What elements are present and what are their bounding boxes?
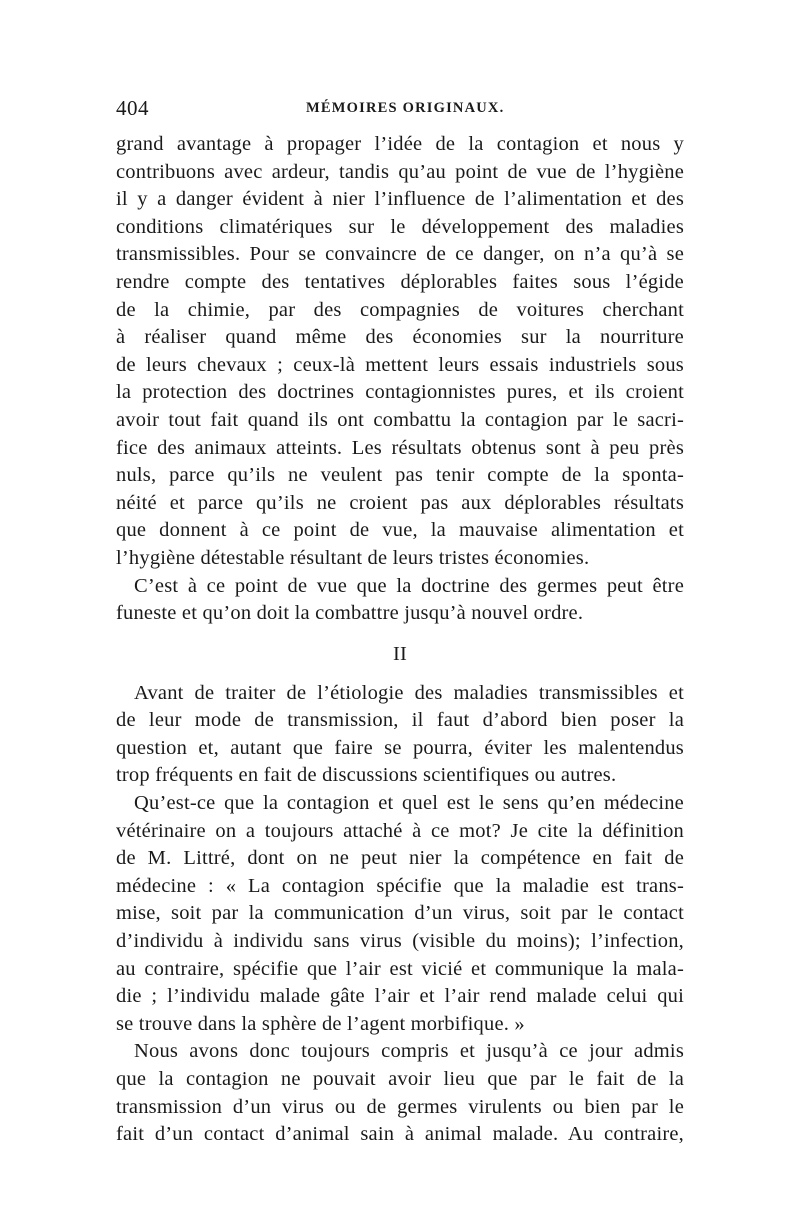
- text-line: au contraire, spécifie que l’air est vicié et communique la mala-: [116, 957, 684, 980]
- running-head: MÉMOIRES ORIGINAUX.: [306, 100, 505, 116]
- text-line: à réaliser quand même des économies sur la nourriture: [116, 326, 684, 349]
- paragraph: [116, 790, 684, 1038]
- text-line: transmission d’un virus ou de germes virulents ou bien par le: [116, 1095, 684, 1118]
- text-line: de leurs chevaux ; ceux-là mettent leurs essais industriels sous: [116, 353, 684, 376]
- paragraph: [116, 680, 684, 790]
- page-header: [116, 96, 684, 126]
- text-line: néité et parce qu’ils ne croient pas aux déplorables résultats: [116, 491, 684, 514]
- text-line: transmissibles. Pour se convaincre de ce danger, on n’a qu’à se: [116, 243, 684, 266]
- text-line: l’hygiène détestable résultant de leurs tristes économies.: [116, 546, 590, 569]
- text-line: il y a danger évident à nier l’influence de l’alimentation et des: [116, 188, 684, 211]
- text-line: contribuons avec ardeur, tandis qu’au point de vue de l’hygiène: [116, 160, 684, 183]
- text-line: rendre compte des tentatives déplorables faites sous l’égide: [116, 270, 684, 293]
- text-line: avoir tout fait quand ils ont combattu la contagion par le sacri-: [116, 408, 684, 431]
- body-text: [116, 131, 684, 1149]
- section-heading: II: [392, 642, 408, 665]
- text-line: trop fréquents en fait de discussions scientifiques ou autres.: [116, 764, 617, 787]
- text-line: que la contagion ne pouvait avoir lieu que par le fait de la: [116, 1068, 684, 1090]
- text-line: Nous avons donc toujours compris et jusqu’à ce jour admis: [134, 1040, 684, 1063]
- text-line: fait d’un contact d’animal sain à animal malade. Au contraire,: [116, 1123, 684, 1146]
- text-line: question et, autant que faire se pourra, éviter les malentendus: [116, 736, 684, 759]
- paragraph: [116, 573, 684, 628]
- paragraph: [116, 1038, 684, 1148]
- page-number: 404: [116, 96, 149, 120]
- text-line: funeste et qu’on doit la combattre jusqu’à nouvel ordre.: [116, 602, 584, 625]
- text-line: vétérinaire on a toujours attaché à ce mot? Je cite la définition: [116, 819, 684, 842]
- text-line: la protection des doctrines contagionnistes pures, et ils croient: [116, 381, 684, 404]
- text-line: mise, soit par la communication d’un virus, soit par le contact: [116, 902, 684, 925]
- text-line: que donnent à ce point de vue, la mauvaise alimentation et: [116, 519, 684, 542]
- text-line: C’est à ce point de vue que la doctrine des germes peut être: [134, 574, 684, 597]
- text-line: Qu’est-ce que la contagion et quel est le sens qu’en médecine: [134, 792, 684, 815]
- text-line: fice des animaux atteints. Les résultats obtenus sont à peu près: [116, 436, 684, 459]
- text-line: Avant de traiter de l’étiologie des maladies transmissibles et: [134, 681, 684, 704]
- text-line: de leur mode de transmission, il faut d’abord bien poser la: [116, 709, 684, 732]
- text-line: médecine : « La contagion spécifie que la maladie est trans-: [116, 874, 684, 897]
- text-line: se trouve dans la sphère de l’agent morbifique. »: [116, 1012, 525, 1035]
- text-line: nuls, parce qu’ils ne veulent pas tenir compte de la sponta-: [116, 464, 684, 487]
- text-line: d’individu à individu sans virus (visible du moins); l’infection,: [116, 930, 684, 953]
- text-line: de la chimie, par des compagnies de voitures cherchant: [116, 298, 684, 321]
- text-line: de M. Littré, dont on ne peut nier la compétence en fait de: [116, 847, 684, 870]
- text-line: grand avantage à propager l’idée de la contagion et nous y: [116, 133, 684, 155]
- paragraph: [116, 131, 684, 573]
- text-line: die ; l’individu malade gâte l’air et l’air rend malade celui qui: [116, 985, 684, 1008]
- text-line: conditions climatériques sur le développement des maladies: [116, 215, 684, 238]
